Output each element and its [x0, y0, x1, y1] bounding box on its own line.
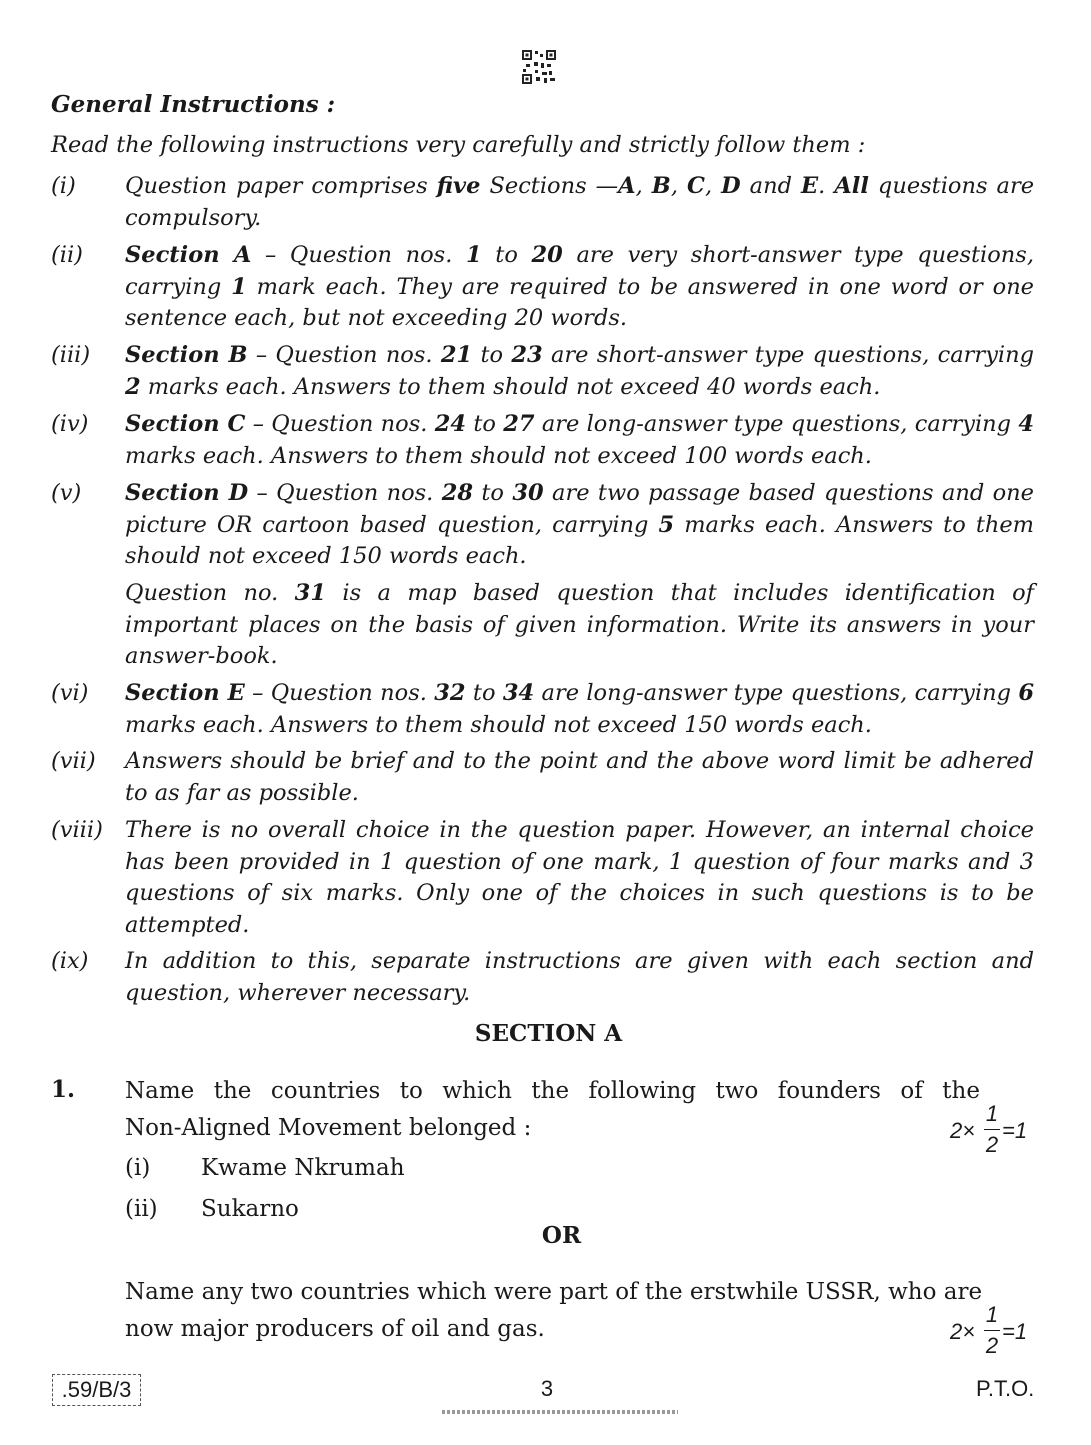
word: of: [900, 1078, 923, 1104]
instruction-item: [51, 678, 1034, 741]
instruction-item: [51, 815, 1034, 941]
instruction-text: In addition to this, separate instructions are given with each section and question, wherever necessary.: [125, 948, 1034, 1006]
word: the: [531, 1078, 570, 1104]
fraction-bar: [984, 1129, 1000, 1130]
instruction-number: (ii): [51, 242, 83, 268]
alt-marks-allocation: [950, 1302, 1040, 1362]
instruction-number: (ix): [51, 948, 89, 974]
fraction-bar: [984, 1330, 1000, 1331]
instruction-item: [51, 171, 1034, 234]
fraction-numerator: 1: [985, 1101, 999, 1126]
fraction-denominator: 2: [985, 1132, 999, 1157]
alt-question-line2: now major producers of oil and gas.: [125, 1316, 545, 1342]
option-label: (i): [125, 1155, 151, 1181]
fraction-numerator: 1: [985, 1302, 999, 1327]
instruction-item: [51, 340, 1034, 403]
question-number: 1.: [51, 1076, 76, 1103]
instruction-item: [51, 746, 1034, 809]
instruction-text: Section B – Question nos. 21 to 23 are short-answer type questions, carrying 2 marks each. Answers to them should not exceed 40 words each.: [125, 342, 1034, 400]
instructions-intro: Read the following instructions very carefully and strictly follow them :: [51, 132, 866, 158]
instruction-text: Section E – Question nos. 32 to 34 are long-answer type questions, carrying 6 marks each. Answers to them should not exceed 150 words each.: [125, 680, 1034, 738]
instruction-item: [51, 946, 1034, 1009]
section-a-heading: SECTION A: [474, 1020, 623, 1047]
instruction-item: [51, 478, 1034, 573]
pto-label: P.T.O.: [976, 1376, 1035, 1401]
instruction-item: [51, 409, 1034, 472]
marks-multiplier: 2×: [950, 1319, 976, 1344]
microtext-strip: [442, 1410, 678, 1414]
or-divider: OR: [541, 1222, 582, 1249]
word: to: [399, 1078, 423, 1104]
word: the: [213, 1078, 252, 1104]
instruction-number: (iii): [51, 342, 91, 368]
word: the: [942, 1078, 980, 1104]
word: countries: [270, 1078, 381, 1104]
instruction-text: Section D – Question nos. 28 to 30 are two passage based questions and one picture OR cartoon based question, carrying 5 marks each. Answers to them should not exceed 150 words each.: [125, 480, 1035, 569]
marks-total: =1: [1002, 1319, 1028, 1344]
instruction-text: Question no. 31 is a map based question that includes identification of important places on the basis of given information. Write its answers in your answer-book.: [125, 580, 1035, 669]
instruction-text: Question paper comprises five Sections —A, B, C, D and E. All questions are compulsory.: [125, 173, 1035, 231]
page-number: 3: [540, 1376, 554, 1401]
option-label: (ii): [125, 1196, 158, 1222]
option-text: Sukarno: [201, 1196, 299, 1222]
instruction-number: (iv): [51, 411, 89, 437]
fraction-denominator: 2: [985, 1333, 999, 1358]
question-text-line1: [125, 1076, 980, 1106]
alt-question-line1: Name any two countries which were part of the erstwhile USSR, who are: [125, 1279, 983, 1305]
marks-multiplier: 2×: [950, 1118, 976, 1143]
instructions-title: General Instructions :: [51, 91, 336, 118]
word: which: [442, 1078, 512, 1104]
qr-code-icon: [522, 50, 556, 84]
instruction-item: [51, 240, 1034, 335]
word: two: [715, 1078, 759, 1104]
marks-allocation: [950, 1101, 1040, 1161]
word: following: [588, 1078, 697, 1104]
marks-total: =1: [1002, 1118, 1028, 1143]
instruction-text: Section A – Question nos. 1 to 20 are very short-answer type questions, carrying 1 mark each. They are required to be answered in one word or one sentence each, but not exceeding 20 words.: [125, 242, 1034, 331]
instruction-text: Answers should be brief and to the point and the above word limit be adhered to as far as possible.: [125, 748, 1034, 806]
word: Name: [125, 1078, 195, 1104]
instruction-text: There is no overall choice in the question paper. However, an internal choice has been provided in 1 question of one mark, 1 question of four marks and 3 questions of six marks. Only one of the choices in such questions is to be attempted.: [125, 817, 1034, 938]
paper-code: .59/B/3: [52, 1374, 141, 1406]
instruction-text: Section C – Question nos. 24 to 27 are long-answer type questions, carrying 4 marks each. Answers to them should not exceed 100 words each.: [125, 411, 1035, 469]
word: founders: [777, 1078, 881, 1104]
option-text: Kwame Nkrumah: [201, 1155, 405, 1181]
marks-fraction: [984, 1302, 1000, 1359]
question-text-line2: Non-Aligned Movement belonged :: [125, 1115, 532, 1141]
instruction-item: [51, 578, 1034, 673]
marks-fraction: [984, 1101, 1000, 1158]
instruction-number: (i): [51, 173, 76, 199]
instruction-number: (vii): [51, 748, 96, 774]
instruction-number: (viii): [51, 817, 103, 843]
instruction-number: (vi): [51, 680, 89, 706]
instruction-number: (v): [51, 480, 82, 506]
